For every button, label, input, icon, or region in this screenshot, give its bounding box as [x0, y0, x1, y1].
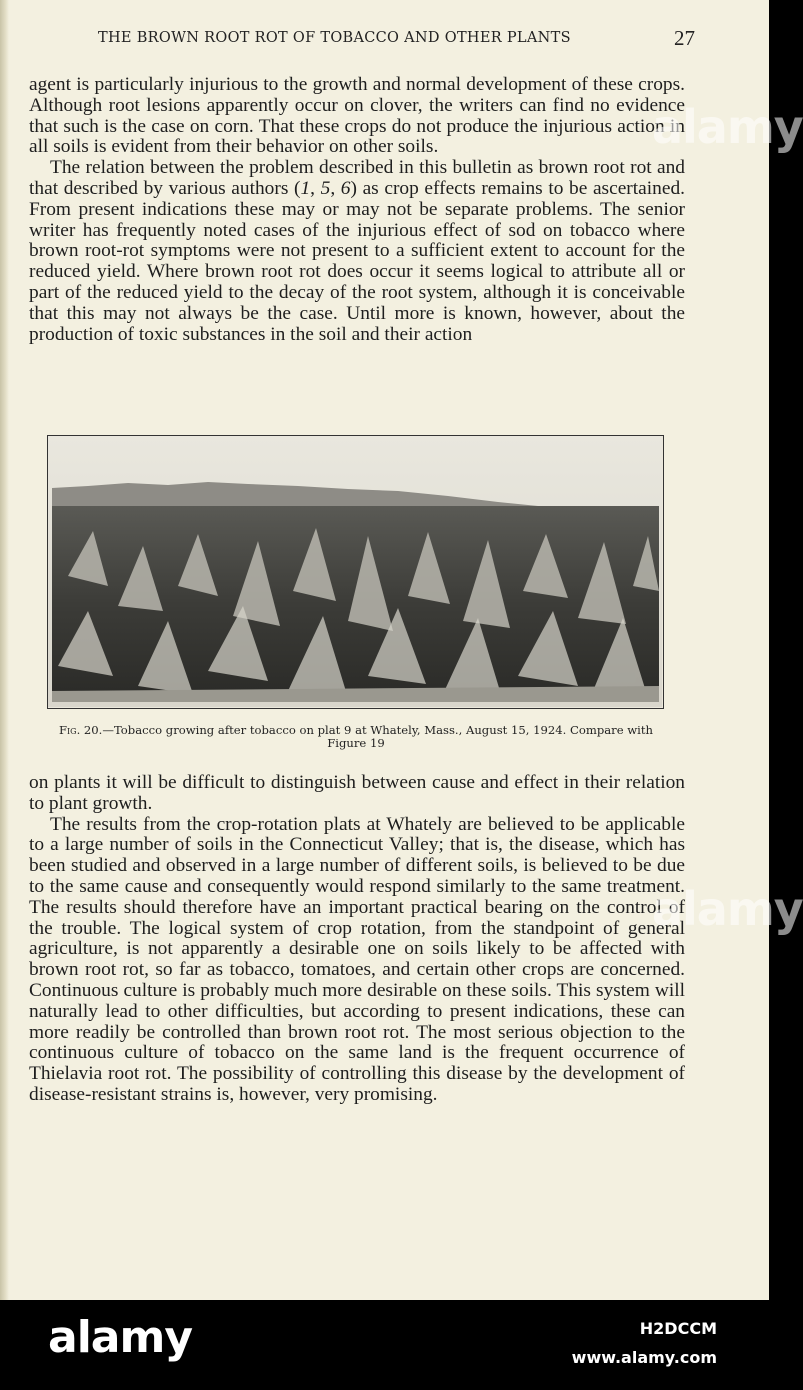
citation-ref: 6	[340, 177, 351, 199]
figure-label: Fig. 20.	[58, 723, 103, 737]
figure-photo	[47, 435, 664, 709]
stock-footer-bar	[0, 1300, 769, 1390]
running-title: THE BROWN ROOT ROT OF TOBACCO AND OTHER PLANTS	[98, 30, 571, 46]
binding-edge	[0, 0, 9, 1300]
citation-separator: ,	[330, 177, 341, 199]
watermark-logo: alamy	[652, 100, 803, 154]
brand-logo: alamy	[48, 1312, 192, 1363]
paragraph: The results from the crop-rotation plats at Whately are believed to be applicable to a large number of soils in the Connecticut Valley; that is, the disease, which has been studied and observed in a large number of different soils, is believed to be due to the same cause and consequently would respond similarly to the same treatment. The results should therefore have an important practical bearing on the control of the trouble. The logical system of crop rotation, from the standpoint of general agriculture, is not apparently a desirable one on soils likely to be affected with brown root rot, so far as tobacco, tomatoes, and certain other crops are concerned. Continuous culture is probably much more desirable on these soils. This system will naturally lead to other difficulties, but according to present indications, these can more readily be controlled than brown root rot. The most serious objection to the continuous culture of tobacco on the same land is the frequent occurrence of Thielavia root rot. The possibility of controlling this disease by the development of disease-resistant strains is, however, very promising.	[29, 813, 685, 1105]
citation-ref: 1	[300, 177, 311, 199]
paragraph: agent is particularly injurious to the growth and normal development of these crops. Although root lesions apparently occur on clover, the writers can find no evidence that such is the case on corn. That these crops do not produce the injurious action in all soils is evident from their behavior on other soils.	[29, 74, 685, 158]
watermark-logo: alamy	[652, 882, 803, 936]
figure-caption-text: —Tobacco growing after tobacco on plat 9 at Whately, Mass., August 15, 1924. Compare with Figure 19	[102, 723, 654, 750]
page-number: 27	[674, 26, 695, 50]
paragraph-text: The relation between the problem described in this bulletin as brown root rot and that described by various authors (	[29, 157, 685, 199]
image-id: H2DCCM	[639, 1319, 717, 1338]
citation-ref: 5	[320, 177, 331, 199]
citation-separator: ,	[310, 177, 321, 199]
body-text-bottom	[29, 773, 685, 1106]
tobacco-field-photo	[48, 436, 662, 707]
figure-caption	[44, 724, 668, 750]
page-header	[0, 26, 769, 54]
body-text-top	[29, 75, 685, 345]
paragraph-text: ) as crop effects remains to be ascertained. From present indications these may or may not be separate problems. The senior writer has frequently noted cases of the injurious effect of sod on tobacco where brown root-rot symptoms were not present to a sufficient extent to account for the reduced yield. Where brown root rot does occur it seems logical to attribute all or part of the reduced yield to the decay of the root system, although it is conceivable that this may not always be the case. Until more is known, however, about the production of toxic substances in the soil and their action	[29, 177, 685, 345]
paragraph	[29, 158, 685, 345]
site-url: www.alamy.com	[571, 1348, 717, 1367]
paragraph: on plants it will be difficult to distinguish between cause and effect in their relation to plant growth.	[29, 772, 685, 814]
